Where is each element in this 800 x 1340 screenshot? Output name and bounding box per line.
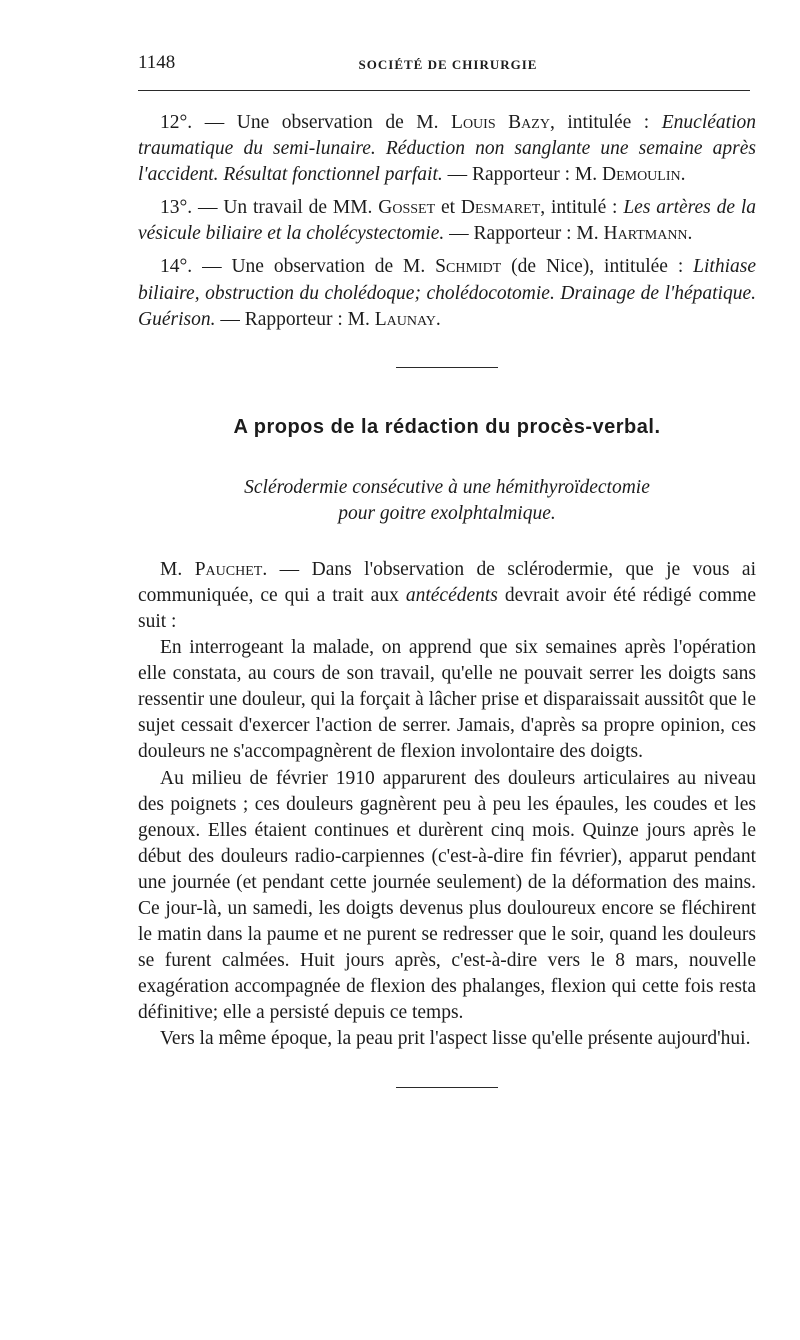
rapporteur-name: Launay xyxy=(374,308,436,330)
paragraph: En interrogeant la malade, on apprend que six semaines après l'opération elle constata, au cours de son travail, qu'elle ne pouvait serrer les doigts sans ressentir une douleur, qui la forçait à lâcher prise et disparaissait aussitôt que le sujet cessait d'exercer l'action de serrer. Jamais, d'après sa propre opinion, ces douleurs ne s'accompagnèrent de flexion involontaire des doigts. xyxy=(138,637,756,763)
paragraph: Au milieu de février 1910 apparurent des douleurs articulaires au niveau des poignets ; ces douleurs gagnèrent peu à peu les épaules, les coudes et les genoux. Elles étaient continues et durèrent cinq mois. Quinze jours après le début des douleurs radio-carpiennes (c'est-à-dire fin février), apparut pendant une journée (et pendant cette journée seulement) de la déformation des mains. Ce jour-là, un samedi, les doigts devenus plus douloureux encore se fléchirent le matin dans la paume et ne purent se redresser que le soir, quand les douleurs se furent calmées. Huit jours après, c'est-à-dire vers le 8 mars, nouvelle exagération accompagnée de flexion des phalanges, flexion qui cette fois resta définitive; elle a persisté depuis ce temps. xyxy=(138,767,756,1024)
speaker-name: Pauchet xyxy=(194,558,263,580)
author-name: Gosset xyxy=(378,197,436,219)
agenda-entry-12: 12°. — Une observation de M. Louis Bazy, intitulée : Enucléation traumatique du semi-lunaire. Réduction non sanglante une semaine après l'accident. Résultat fonctionnel parfait. — Rapporteur : M. Demoulin. xyxy=(138,112,756,186)
page-body xyxy=(138,110,756,1088)
work-title: Lithiase biliaire, obstruction du cholédoque; cholédocotomie. Drainage de l'hépatique. Guérison. xyxy=(138,256,756,330)
agenda-entry-14: 14°. — Une observation de M. Schmidt (de Nice), intitulée : Lithiase biliaire, obstruction du cholédoque; cholédocotomie. Drainage de l'hépatique. Guérison. — Rapporteur : M. Launay. xyxy=(138,256,756,330)
agenda-entry-13: 13°. — Un travail de MM. Gosset et Desmaret, intitulé : Les artères de la vésicule biliaire et la cholécystectomie. — Rapporteur : M. Hartmann. xyxy=(138,197,756,245)
section-heading: A propos de la rédaction du procès-verbal. xyxy=(233,415,661,438)
paragraph: Vers la même époque, la peau prit l'aspect lisse qu'elle présente aujourd'hui. xyxy=(160,1028,751,1050)
work-title: Les artères de la vésicule biliaire et la cholécystectomie. xyxy=(138,197,756,245)
emphasis-text: antécédents xyxy=(405,584,498,606)
speech-intro: M. Pauchet. — Dans l'observation de sclérodermie, que je vous ai communiquée, ce qui a trait aux antécédents devrait avoir été rédigé comme suit : xyxy=(138,558,756,632)
rapporteur-name: Hartmann xyxy=(603,223,688,245)
page-header xyxy=(138,52,756,78)
author-name: Schmidt xyxy=(435,256,502,278)
rapporteur-name: Demoulin xyxy=(601,164,681,186)
running-title: SOCIÉTÉ DE CHIRURGIE xyxy=(358,57,538,72)
section-subtitle: Sclérodermie consécutive à une hémithyroïdectomie pour goitre exolphtalmique. xyxy=(244,476,650,524)
author-name: Louis Bazy xyxy=(451,112,550,133)
work-title: Enucléation traumatique du semi-lunaire. Réduction non sanglante une semaine après l'accident. Résultat fonctionnel parfait. xyxy=(138,112,756,186)
author-name: Desmaret xyxy=(460,197,541,219)
page-number: 1148 xyxy=(138,52,176,73)
header-rule xyxy=(138,90,750,91)
section-divider xyxy=(396,367,498,368)
end-divider xyxy=(396,1087,498,1088)
